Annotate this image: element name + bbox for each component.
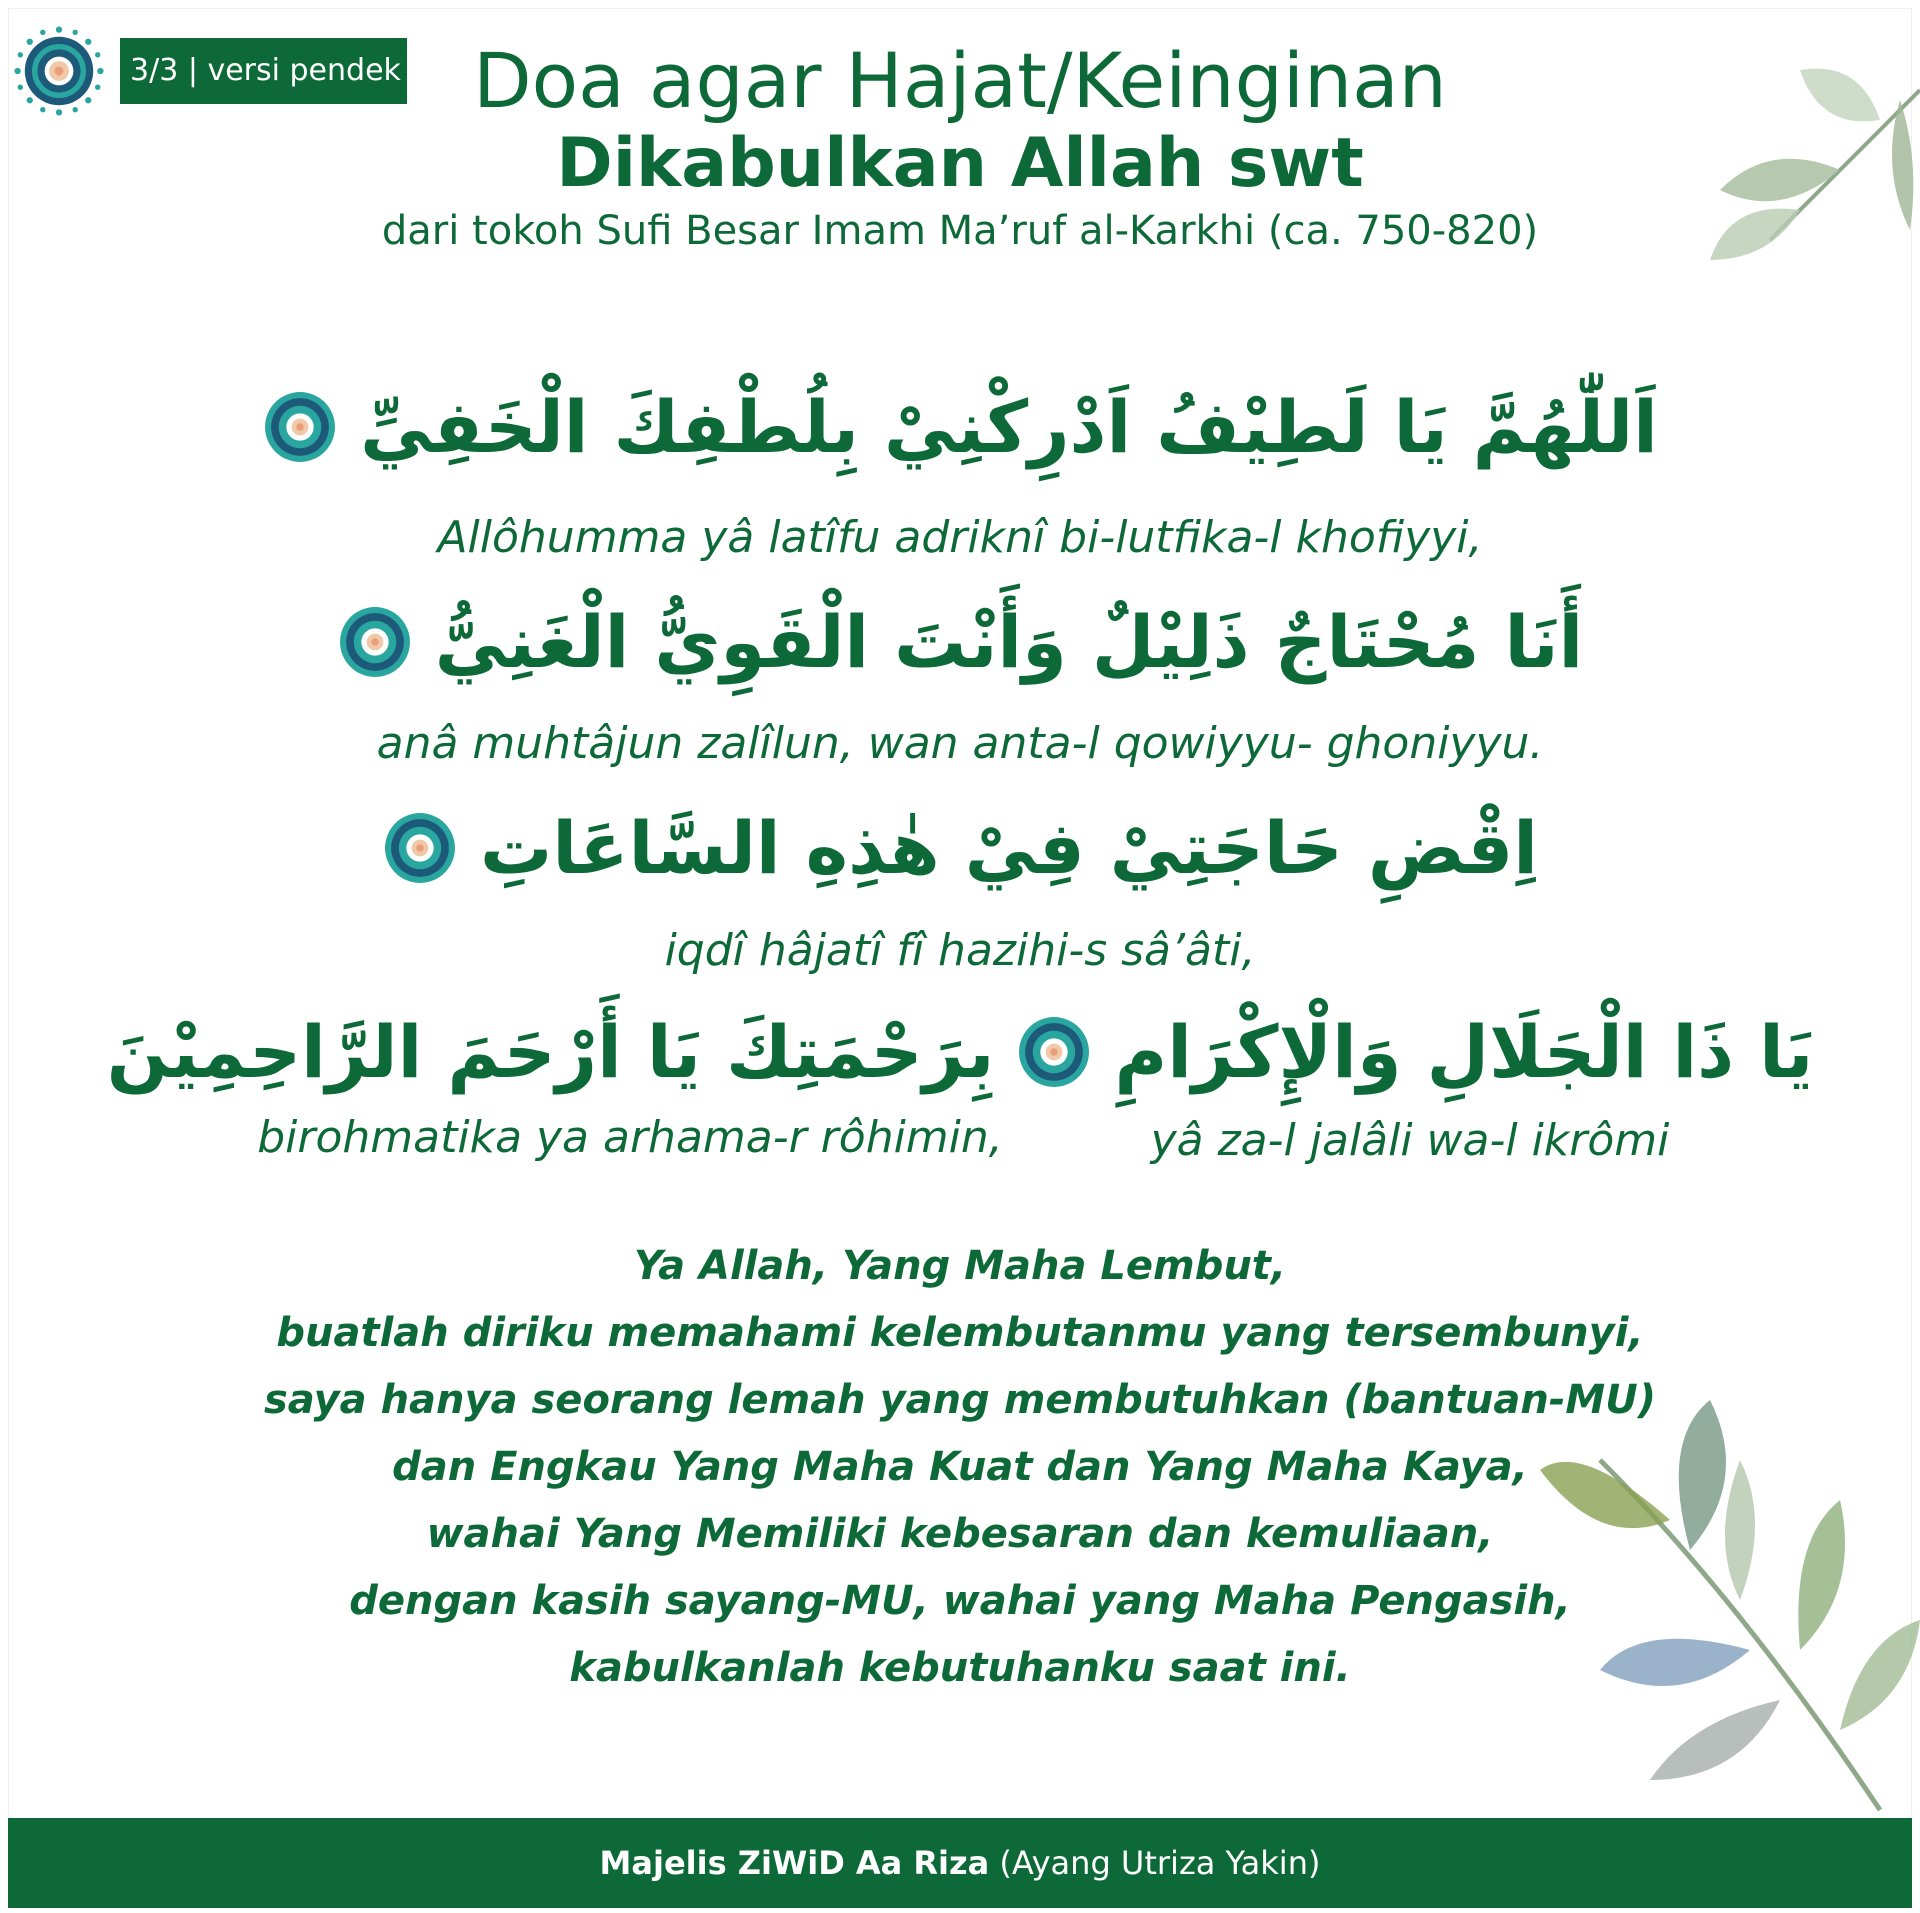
- page-title-line2: Dikabulkan Allah swt: [556, 124, 1364, 203]
- transliteration-4-left: birohmatika ya arhama-r rôhimin,: [257, 1112, 1003, 1163]
- prayer-line-2: [0, 600, 1920, 684]
- footer-author: (Ayang Utriza Yakin): [999, 1844, 1321, 1882]
- transliteration-1: Allôhumma yâ latîfu adriknî bi-lutfika-l khofiyyi,: [437, 512, 1483, 563]
- translation-line: Ya Allah, Yang Maha Lembut,: [633, 1243, 1287, 1289]
- medallion-icon: [382, 810, 458, 886]
- translation-line: saya hanya seorang lemah yang membutuhkan (bantuan-MU): [264, 1377, 1656, 1423]
- medallion-icon: [1016, 1014, 1092, 1090]
- medallion-icon: [337, 604, 413, 680]
- transliteration-3: iqdî hâjatî fî hazihi-s sâ’âti,: [664, 925, 1256, 976]
- page-title-line1: Doa agar Hajat/Keinginan: [473, 36, 1447, 125]
- transliteration-4-right: yâ za-l jalâli wa-l ikrômi: [1150, 1115, 1670, 1166]
- arabic-text-left: بِرَحْمَتِكَ يَا أَرْحَمَ الرَّاحِمِيْنَ: [106, 1010, 995, 1094]
- page-subtitle: dari tokoh Sufi Besar Imam Ma’ruf al-Karkhi (ca. 750-820): [381, 208, 1539, 254]
- translation-line: wahai Yang Memiliki kebesaran dan kemuliaan,: [426, 1511, 1494, 1557]
- leaf-decoration-icon: [1710, 60, 1920, 270]
- arabic-text-right: يَا ذَا الْجَلَالِ وَالْإِكْرَامِ: [1114, 1010, 1814, 1094]
- prayer-line-3: [0, 806, 1920, 890]
- arabic-text: اَللّٰهُمَّ يَا لَطِيْفُ اَدْرِكْنِيْ بِلُطْفِكَ الْخَفِيِّ: [360, 385, 1658, 469]
- translation-line: dengan kasih sayang-MU, wahai yang Maha Pengasih,: [349, 1578, 1571, 1624]
- transliteration-2: anâ muhtâjun zalîlun, wan anta-l qowiyyu- ghoniyyu.: [376, 718, 1544, 769]
- translation-block: [0, 1233, 1920, 1702]
- footer-brand: Majelis ZiWiD Aa Riza: [599, 1844, 990, 1882]
- series-label: 3/3 | versi pendek: [120, 38, 407, 104]
- arabic-text: أَنَا مُحْتَاجٌ ذَلِيْلٌ وَأَنْتَ الْقَوِيُّ الْغَنِيُّ: [434, 600, 1584, 684]
- footer-bar: [8, 1818, 1912, 1908]
- prayer-line-4: [0, 1010, 1920, 1094]
- translation-line: dan Engkau Yang Maha Kuat dan Yang Maha Kaya,: [392, 1444, 1528, 1490]
- translation-line: buatlah diriku memahami kelembutanmu yang tersembunyi,: [276, 1310, 1644, 1356]
- translation-line: kabulkanlah kebutuhanku saat ini.: [569, 1645, 1351, 1691]
- medallion-icon: [262, 389, 338, 465]
- arabic-text: اِقْضِ حَاجَتِيْ فِيْ هٰذِهِ السَّاعَاتِ: [480, 806, 1538, 890]
- prayer-line-1: [0, 385, 1920, 469]
